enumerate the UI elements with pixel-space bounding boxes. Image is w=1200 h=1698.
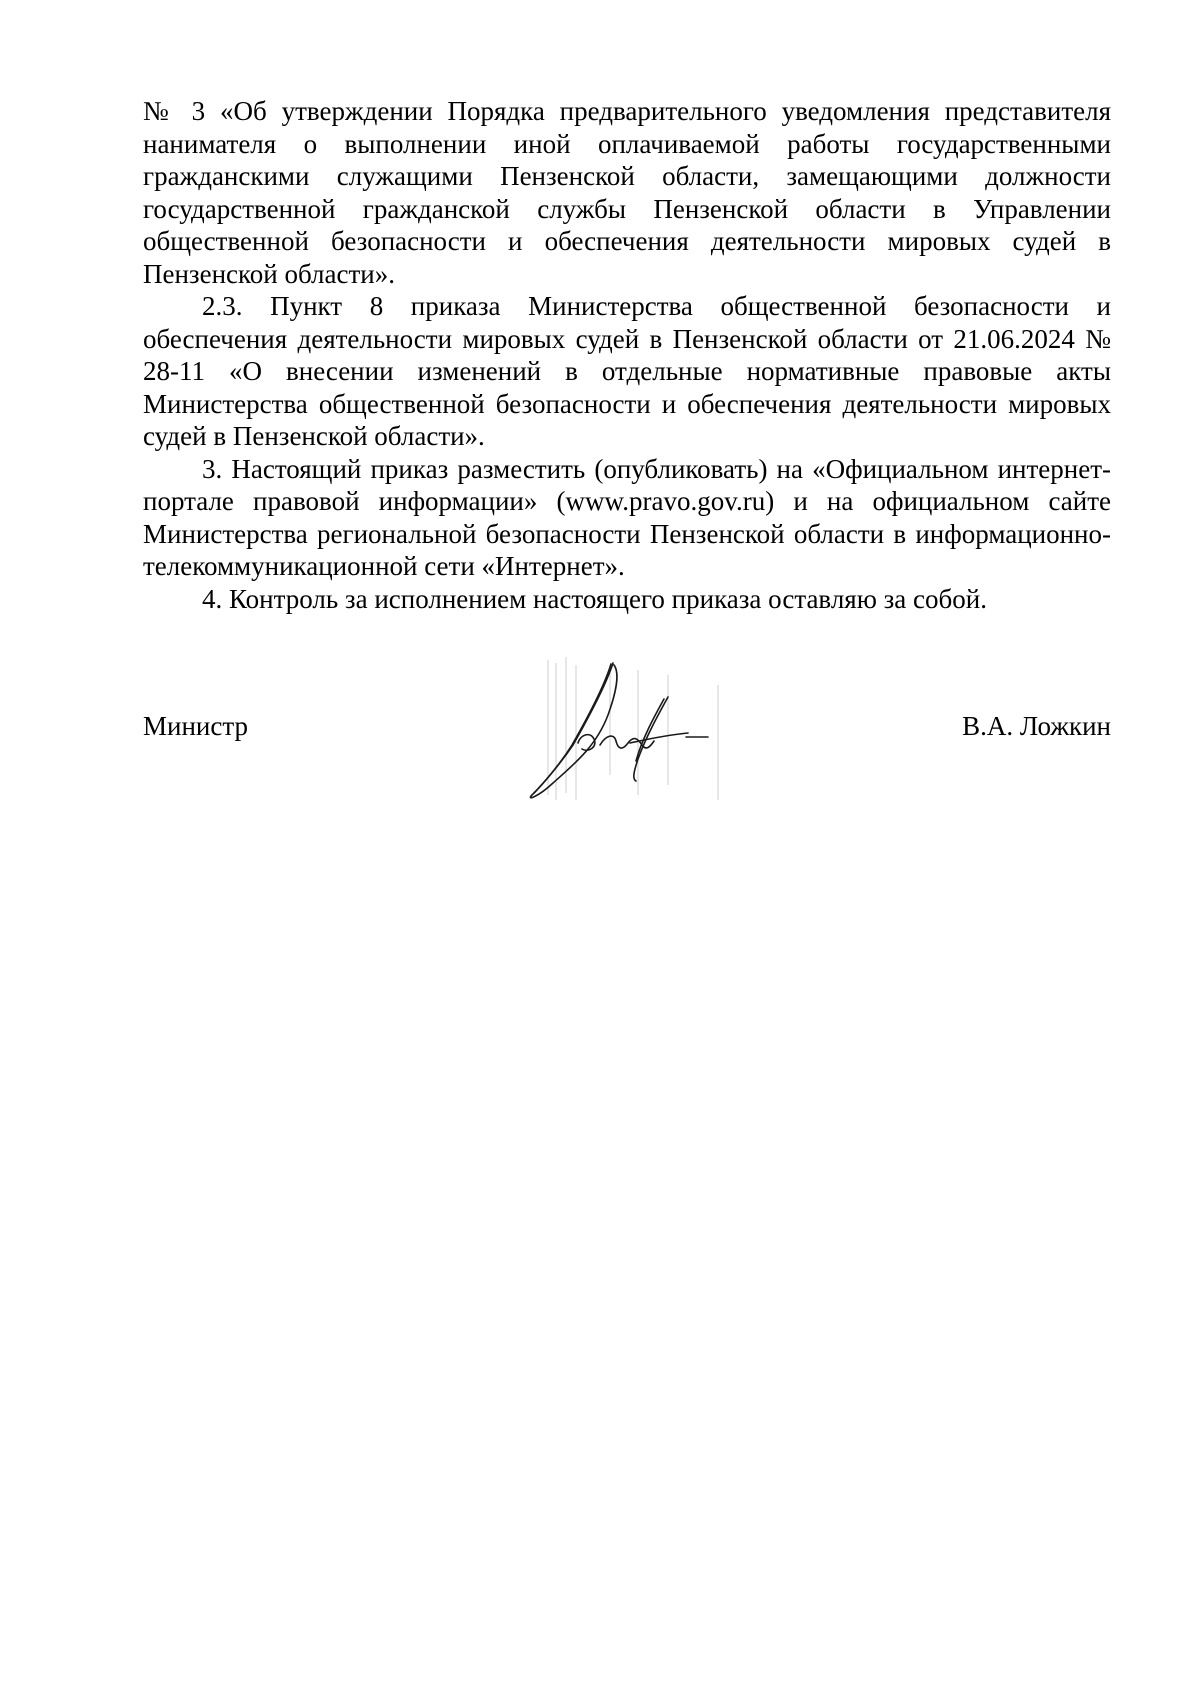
paragraph-continuation: № 3 «Об утверждении Порядка предварительного уведомления представителя нанимателя о выполнении иной оплачиваемой работы государственными гражданскими служащими Пензенской области, замещающими должности государственной гражданской службы Пензенской области в Управлении общественной безопасности и обеспечения деятельности мировых судей в Пензенской области». <box>143 96 1111 289</box>
paragraph-3: 3. Настоящий приказ разместить (опубликовать) на «Официальном интернет-портале правовой информации» (www.pravo.gov.ru) и на официальном сайте Министерства региональной безопасности Пензенской области в информационно-телекоммуникационной сети «Интернет». <box>143 453 1111 581</box>
signatory-name: В.А. Ложкин <box>962 711 1111 741</box>
signatory-position: Министр <box>143 711 248 741</box>
document-body <box>143 95 1111 615</box>
paragraph-4: 4. Контроль за исполнением настоящего приказа оставляю за собой. <box>202 583 987 614</box>
handwritten-signature <box>518 655 738 805</box>
paragraph-2-3: 2.3. Пункт 8 приказа Министерства общественной безопасности и обеспечения деятельности мировых судей в Пензенской области от 21.06.2024 № 28-11 «О внесении изменений в отдельные нормативные правовые акты Министерства общественной безопасности и обеспечения деятельности мировых судей в Пензенской области». <box>143 291 1111 451</box>
